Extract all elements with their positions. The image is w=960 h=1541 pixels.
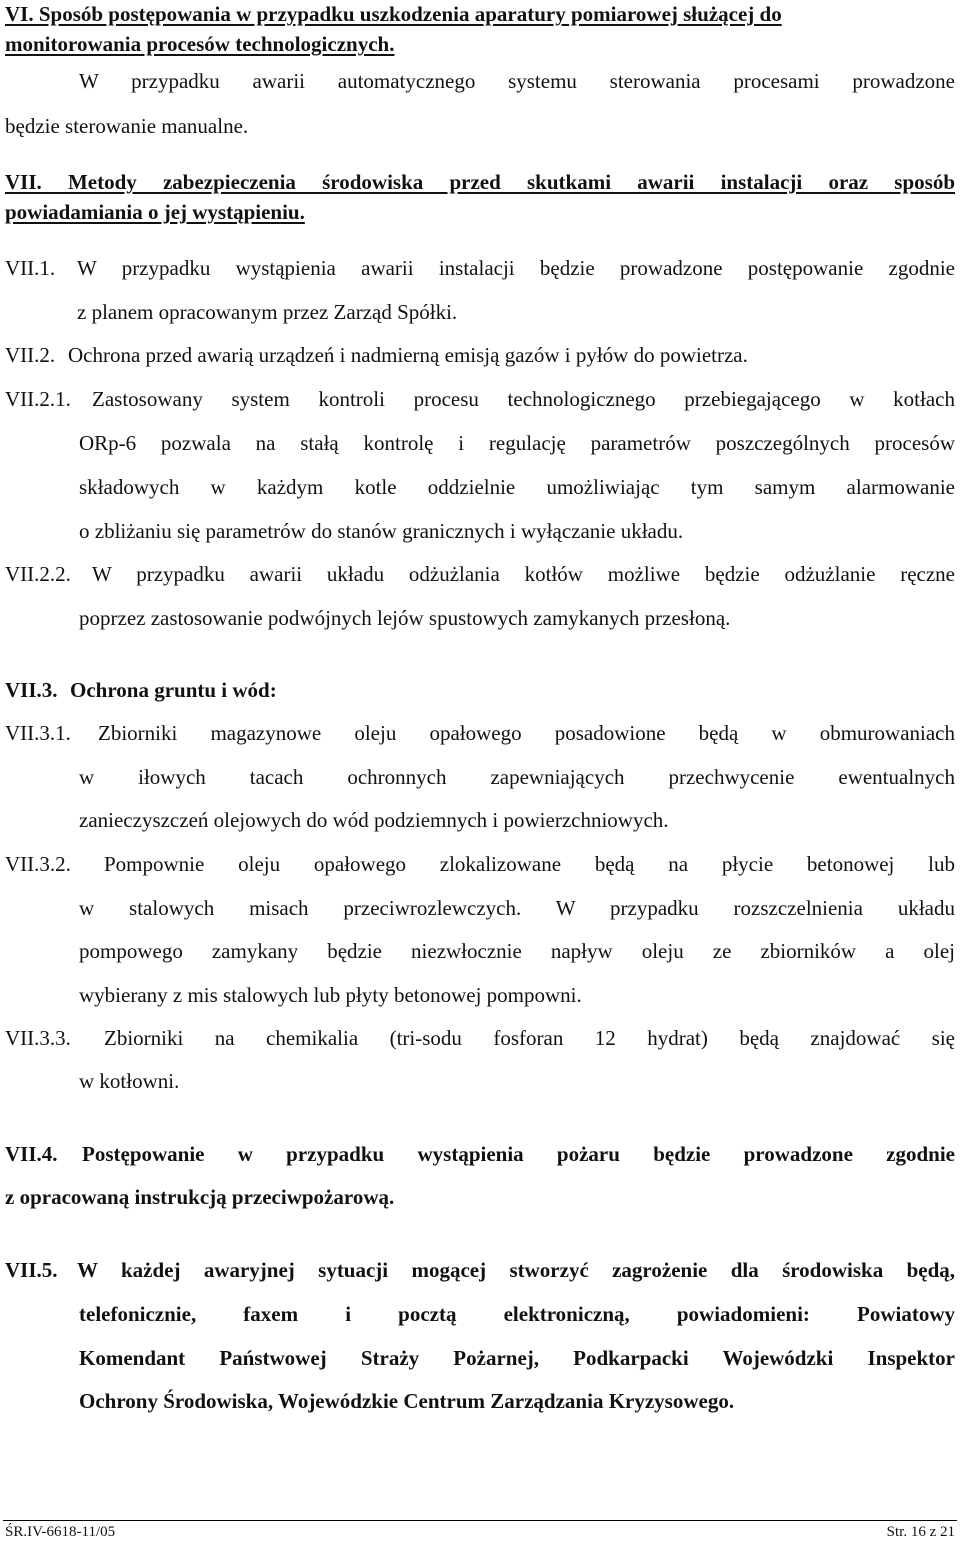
item-line: w kotłowni. [79,1069,180,1093]
item-number: VII.3.3. [5,1026,71,1050]
item-line: z planem opracowanym przez Zarząd Spółki. [77,300,458,324]
item-line: o zbliżaniu się parametrów do stanów granicznych i wyłączanie układu. [79,519,684,543]
item-line: wybierany z mis stalowych lub płyty betonowej pompowni. [79,983,582,1007]
item-body [79,1068,955,1094]
item-line: W każdej awaryjnej sytuacji mogącej stworzyć zagrożenie dla środowiska będą, [77,1258,955,1282]
item-line: poprzez zastosowanie podwójnych lejów spustowych zamykanych przesłoną. [79,606,731,630]
item-body [79,1301,955,1414]
section-vi-heading-line1: VI. Sposób postępowania w przypadku uszkodzenia aparatury pomiarowej służącej do [5,2,782,26]
item-line: Pompownie oleju opałowego zlokalizowane będą na płycie betonowej lub [104,852,955,876]
item-number: VII.2. [5,343,56,367]
item-number: VII.4. [5,1142,58,1166]
section-vi-paragraph-text1: W przypadku awarii automatycznego systemu sterowania procesami prowadzone [79,69,955,93]
section-vii-heading-line1 [5,169,955,195]
item-heading: Ochrona gruntu i wód: [70,678,277,702]
section-vi-paragraph-line2: będzie sterowanie manualne. [5,114,249,138]
item-number: VII.3. [5,678,58,702]
item-body [79,895,955,1008]
item-line: Ochrona przed awarią urządzeń i nadmierną emisją gazów i pyłów do powietrza. [68,343,748,367]
section-vii-heading-line2: powiadamiania o jej wystąpieniu. [5,200,305,224]
document-reference: ŚR.IV-6618-11/05 [5,1524,116,1540]
item-line: Zbiorniki magazynowe oleju opałowego posadowione będą w obmurowaniach [98,721,955,745]
item-line: telefonicznie, faxem i pocztą elektroniczną, powiadomieni: Powiatowy [79,1302,955,1326]
item-body [70,677,955,703]
item-line: Komendant Państwowej Straży Pożarnej, Podkarpacki Wojewódzki Inspektor [79,1346,955,1370]
item-vii-1 [5,255,955,325]
item-line: zanieczyszczeń olejowych do wód podziemnych i powierzchniowych. [79,808,669,832]
item-line: Ochrony Środowiska, Wojewódzkie Centrum Zarządzania Kryzysowego. [79,1389,735,1413]
item-body [92,561,955,587]
section-vii-heading-text1: VII. Metody zabezpieczenia środowiska przed skutkami awarii instalacji oraz sposób [5,170,955,194]
item-line: Postępowanie w przypadku wystąpienia pożaru będzie prowadzone zgodnie [82,1142,955,1166]
item-number: VII.5. [5,1258,58,1282]
page-footer [0,1520,960,1541]
item-line: Zastosowany system kontroli procesu technologicznego przebiegającego w kotłach [92,387,955,411]
item-number: VII.2.2. [5,562,71,586]
item-body [77,1257,955,1283]
item-body [104,1025,955,1051]
item-body [77,255,955,325]
item-body [98,720,955,746]
item-body [82,1141,955,1167]
section-vi-paragraph-line1 [79,68,955,94]
item-line: pompowego zamykany będzie niezwłocznie napływ oleju ze zbiorników a olej [79,939,955,963]
item-line: ORp-6 pozwala na stałą kontrolę i regulację parametrów poszczególnych procesów [79,431,955,455]
section-vi-heading-line2: monitorowania procesów technologicznych. [5,32,395,56]
item-line: W przypadku wystąpienia awarii instalacji będzie prowadzone postępowanie zgodnie [77,256,955,280]
item-vii-4-line2: z opracowaną instrukcją przeciwpożarową. [5,1185,395,1209]
item-body [92,386,955,412]
item-number: VII.3.1. [5,721,71,745]
item-line: W przypadku awarii układu odżużlania kotłów możliwe będzie odżużlanie ręczne [92,562,955,586]
item-body [79,605,955,631]
item-number: VII.3.2. [5,852,71,876]
item-number: VII.2.1. [5,387,71,411]
item-number: VII.1. [5,256,56,280]
footer-rule [3,1520,957,1521]
page-number: Str. 16 z 21 [886,1524,955,1540]
item-body [79,764,955,833]
item-body [68,342,955,368]
item-body [104,851,955,877]
item-line: Zbiorniki na chemikalia (tri-sodu fosforan 12 hydrat) będą znajdować się [104,1026,955,1050]
item-body [79,430,955,544]
item-line: składowych w każdym kotle oddzielnie umożliwiając tym samym alarmowanie [79,475,955,499]
item-line: w iłowych tacach ochronnych zapewniających przechwycenie ewentualnych [79,765,955,789]
item-line: w stalowych misach przeciwrozlewczych. W przypadku rozszczelnienia układu [79,896,955,920]
